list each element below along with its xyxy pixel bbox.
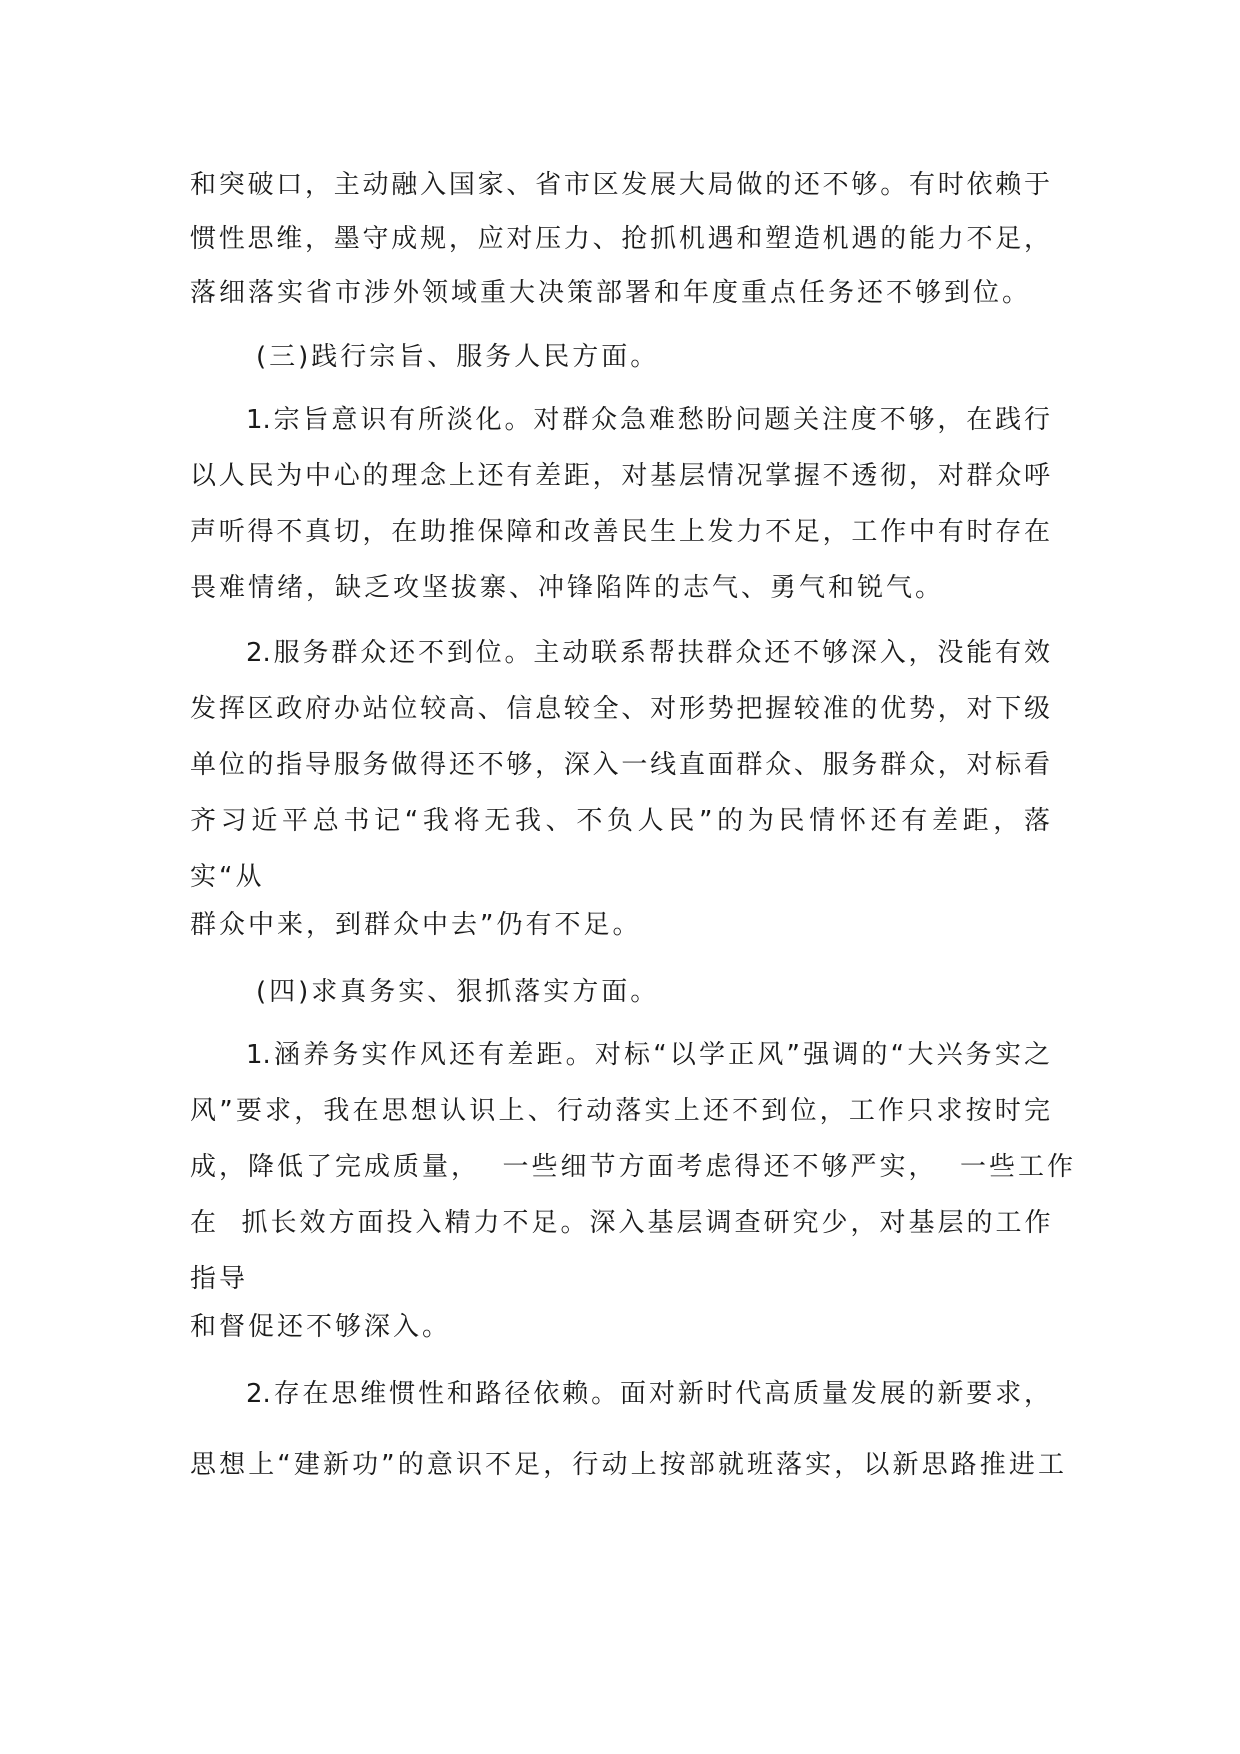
text-line: 惯性思维，墨守成规，应对压力、抢抓机遇和塑造机遇的能力不足， bbox=[190, 224, 1050, 254]
section-heading: (四)求真务实、狠抓落实方面。 bbox=[256, 977, 660, 1007]
text-line: 风”要求，我在思想认识上、行动落实上还不到位，工作只求按时完 bbox=[190, 1096, 1050, 1126]
text-line: 实“从 bbox=[190, 862, 265, 892]
paragraph-first-line: 2.服务群众还不到位。主动联系帮扶群众还不够深入，没能有效 bbox=[246, 638, 1050, 668]
text-line: 思想上“建新功”的意识不足，行动上按部就班落实，以新思路推进工 bbox=[190, 1450, 1064, 1480]
text-line: 齐习近平总书记“我将无我、不负人民”的为民情怀还有差距，落 bbox=[190, 806, 1050, 836]
text-line: 在 抓长效方面投入精力不足。深入基层调查研究少，对基层的工作 bbox=[190, 1208, 1054, 1238]
text-line: 声听得不真切，在助推保障和改善民生上发力不足，工作中有时存在 bbox=[190, 517, 1050, 547]
section-heading: (三)践行宗旨、服务人民方面。 bbox=[256, 342, 660, 372]
text-line: 单位的指导服务做得还不够，深入一线直面群众、服务群众，对标看 bbox=[190, 750, 1050, 780]
text-line: 畏难情绪，缺乏攻坚拔寨、冲锋陷阵的志气、勇气和锐气。 bbox=[190, 573, 945, 603]
paragraph-first-line: 1.涵养务实作风还有差距。对标“以学正风”强调的“大兴务实之 bbox=[246, 1040, 1050, 1070]
text-line: 指导 bbox=[190, 1264, 249, 1294]
text-line: 落细落实省市涉外领域重大决策部署和年度重点任务还不够到位。 bbox=[190, 278, 1032, 308]
text-line: 成，降低了完成质量， 一些细节方面考虑得还不够严实， 一些工作 bbox=[190, 1152, 1077, 1182]
text-line: 和突破口，主动融入国家、省市区发展大局做的还不够。有时依赖于 bbox=[190, 170, 1050, 200]
text-line: 群众中来，到群众中去”仍有不足。 bbox=[190, 910, 642, 940]
paragraph-first-line: 1.宗旨意识有所淡化。对群众急难愁盼问题关注度不够，在践行 bbox=[246, 405, 1050, 435]
text-line: 和督促还不够深入。 bbox=[190, 1312, 452, 1342]
paragraph-first-line: 2.存在思维惯性和路径依赖。面对新时代高质量发展的新要求， bbox=[246, 1379, 1050, 1409]
text-line: 以人民为中心的理念上还有差距，对基层情况掌握不透彻，对群众呼 bbox=[190, 461, 1050, 491]
text-line: 发挥区政府办站位较高、信息较全、对形势把握较准的优势，对下级 bbox=[190, 694, 1050, 724]
